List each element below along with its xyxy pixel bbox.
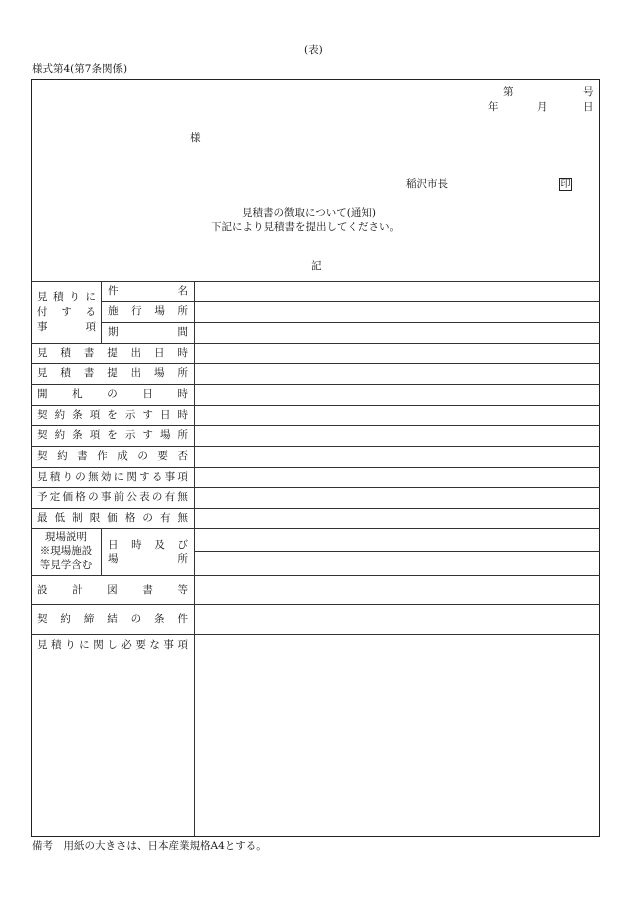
row-label: 設 計 図 書 等 <box>37 584 188 596</box>
group1-label-line3: 事 項 <box>37 321 96 333</box>
group1-label-line2: 付 す る <box>37 306 96 318</box>
document-number-suffix: 号 <box>583 86 594 98</box>
row-label: 予 定 価 格 の 事 前 公 表 の 有 無 <box>37 491 188 503</box>
date-month: 月 <box>537 101 548 113</box>
row-label: 見 積 書 提 出 場 所 <box>37 367 188 379</box>
row-label: 契 約 書 作 成 の 要 否 <box>37 450 188 462</box>
ki-label: 記 <box>311 260 322 272</box>
sender-name: 稲沢市長 <box>406 178 448 190</box>
letter-subject: 見積書の徴取について(通知) <box>242 207 376 219</box>
item-subject-name: 件 名 <box>108 285 188 297</box>
row-label: 開 札 の 日 時 <box>37 388 188 400</box>
group1-label-line1: 見 積 り に <box>37 291 96 303</box>
document-number-prefix: 第 <box>503 86 514 98</box>
date-year: 年 <box>488 101 499 113</box>
row-label: 契 約 条 項 を 示 す 日 時 <box>37 409 188 421</box>
row-label: 見 積 書 提 出 日 時 <box>37 347 188 359</box>
addressee-suffix: 様 <box>190 132 201 144</box>
side-label: (表) <box>304 44 323 56</box>
row-label: 契 約 条 項 を 示 す 場 所 <box>37 429 188 441</box>
group2-label-line1: 現場説明 <box>45 531 87 543</box>
item-site: 施 行 場 所 <box>108 305 188 317</box>
form-label: 様式第4(第7条関係) <box>32 63 128 75</box>
date-day: 日 <box>583 101 594 113</box>
item-period: 期 間 <box>108 326 188 338</box>
letter-body: 下記により見積書を提出してください。 <box>211 221 400 233</box>
row-label: 最 低 制 限 価 格 の 有 無 <box>37 512 188 524</box>
row-label: 見 積 り に 関 し 必 要 な 事 項 <box>37 639 188 651</box>
item-datetime: 日 時 及 び <box>108 539 188 551</box>
footer-note: 備考 用紙の大きさは、日本産業規格A4とする。 <box>32 840 267 852</box>
group2-label-line2: ※現場施設 <box>39 545 93 557</box>
group2-label-line3: 等見学含む <box>39 559 93 571</box>
row-label: 契 約 締 結 の 条 件 <box>37 613 188 625</box>
seal-mark: 印 <box>560 179 571 190</box>
row-label: 見 積 り の 無 効 に 関 す る 事 項 <box>37 471 188 483</box>
item-place: 場 所 <box>108 553 188 565</box>
